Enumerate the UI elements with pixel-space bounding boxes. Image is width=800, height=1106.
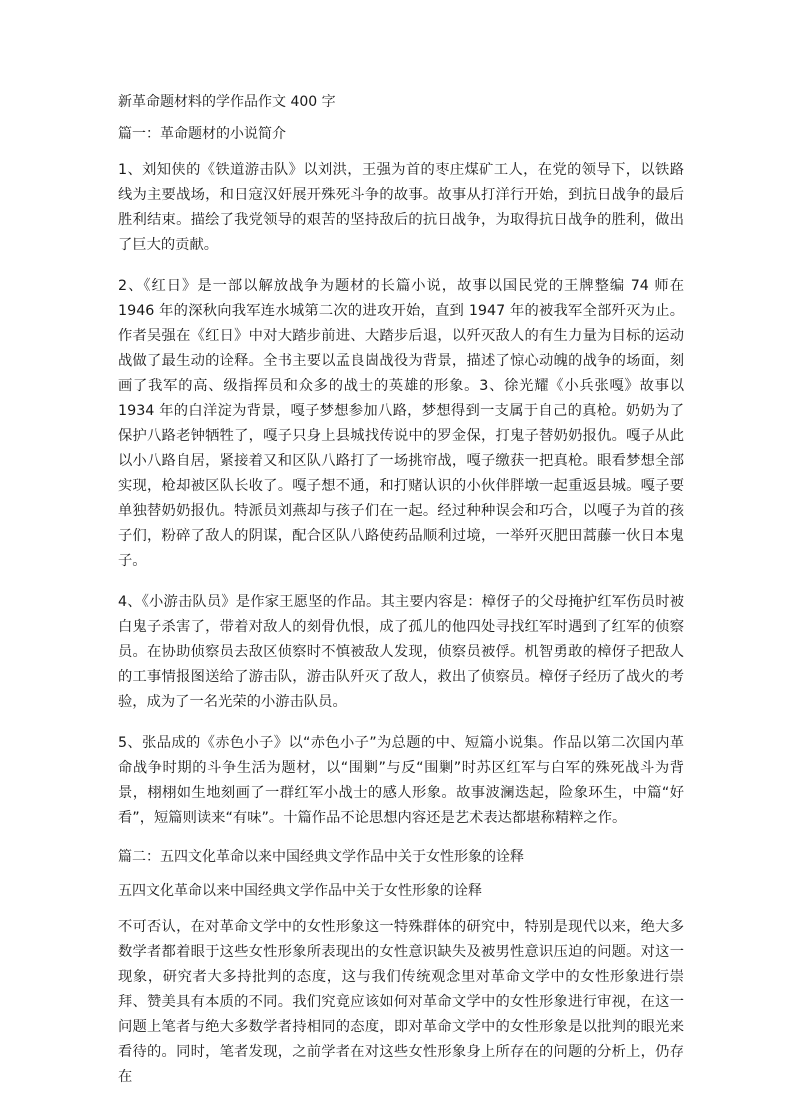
paragraph-5: 不可否认，在对革命文学中的女性形象这一特殊群体的研究中，特别是现代以来，绝大多数学者都着眼于这些女性形象所表现出的女性意识缺失及被男性意识压迫的问题。对这一现象，研究者大多持批判的态度，这与我们传统观念里对革命文学中的女性形象进行崇拜、赞美具有本质的不同。我们究竟应该如何对革命文学中的女性形象进行审视，在这一问题上笔者与绝大多数学者持相同的态度，即对革命文学中的女性形象是以批判的眼光来看待的。同时，笔者发现，之前学者在对这些女性形象身上所存在的问题的分析上，仍存在 [118,919,684,1085]
paragraph-2: 2、《红日》是一部以解放战争为题材的长篇小说，故事以国民党的王牌整编 74 师在 1946 年的深秋向我军连水城第二次的进攻开始，直到 1947 年的被我军全部歼灭为止。作者吴强在《红日》中对大踏步前进、大踏步后退，以歼灭敌人的有生力量为目标的运动战做了最生动的诠释。全书主要以孟良崮战役为背景，描述了惊心动魄的战争的场面，刻画了我军的高、级指挥员和众多的战士的英雄的形象。3、徐光耀《小兵张嘎》故事以 1934 年的白洋淀为背景，嘎子梦想参加八路，梦想得到一支属于自己的真枪。奶奶为了保护八路老钟牺牲了，嘎子只身上县城找传说中的罗金保，打鬼子替奶奶报仇。嘎子从此以小八路自居，紧接着又和区队八路打了一场挑帘战，嘎子缴获一把真枪。眼看梦想全部实现，枪却被区队长收了。嘎子想不通，和打赌认识的小伙伴胖墩一起重返县城。嘎子要单独替奶奶报仇。特派员刘燕却与孩子们在一起。经过种种误会和巧合，以嘎子为首的孩子们，粉碎了敌人的阴谋，配合区队八路使药品顺利过境，一举歼灭肥田蒿藤一伙日本鬼子。 [118,278,684,569]
section-heading-1: 篇一：革命题材的小说简介 [118,126,286,142]
paragraph-4: 5、张品成的《赤色小子》以“赤色小子”为总题的中、短篇小说集。作品以第二次国内革命战争时期的斗争生活为题材，以“围剿”与反“围剿”时苏区红军与白军的殊死战斗为背景，栩栩如生地刻画了一群红军小战士的感人形象。故事波澜迭起，险象环生，中篇“好看”，短篇则读来“有味”。十篇作品不论思想内容还是艺术表达都堪称精粹之作。 [118,735,684,826]
paragraph-1: 1、刘知侠的《铁道游击队》以刘洪，王强为首的枣庄煤矿工人，在党的领导下，以铁路线为主要战场，和日寇汉奸展开殊死斗争的故事。故事从打洋行开始，到抗日战争的最后胜利结束。描绘了我党领导的艰苦的坚持敌后的抗日战争，为取得抗日战争的胜利，做出了巨大的贡献。 [118,162,684,253]
document-page [118,92,684,1106]
section-subheading-2: 五四文化革命以来中国经典文学作品中关于女性形象的诠释 [118,883,482,899]
paragraph-3: 4、《小游击队员》是作家王愿坚的作品。其主要内容是：樟伢子的父母掩护红军伤员时被白鬼子杀害了，带着对敌人的刻骨仇恨，成了孤儿的他四处寻找红军时遇到了红军的侦察员。在协助侦察员去敌区侦察时不慎被敌人发现，侦察员被俘。机智勇敢的樟伢子把敌人的工事情报图送给了游击队，游击队歼灭了敌人，救出了侦察员。樟伢子经历了战火的考验，成为了一名光荣的小游击队员。 [118,594,684,710]
document-title: 新革命题材料的学作品作文 400 字 [118,94,336,110]
section-heading-2: 篇二：五四文化革命以来中国经典文学作品中关于女性形象的诠释 [118,849,524,865]
